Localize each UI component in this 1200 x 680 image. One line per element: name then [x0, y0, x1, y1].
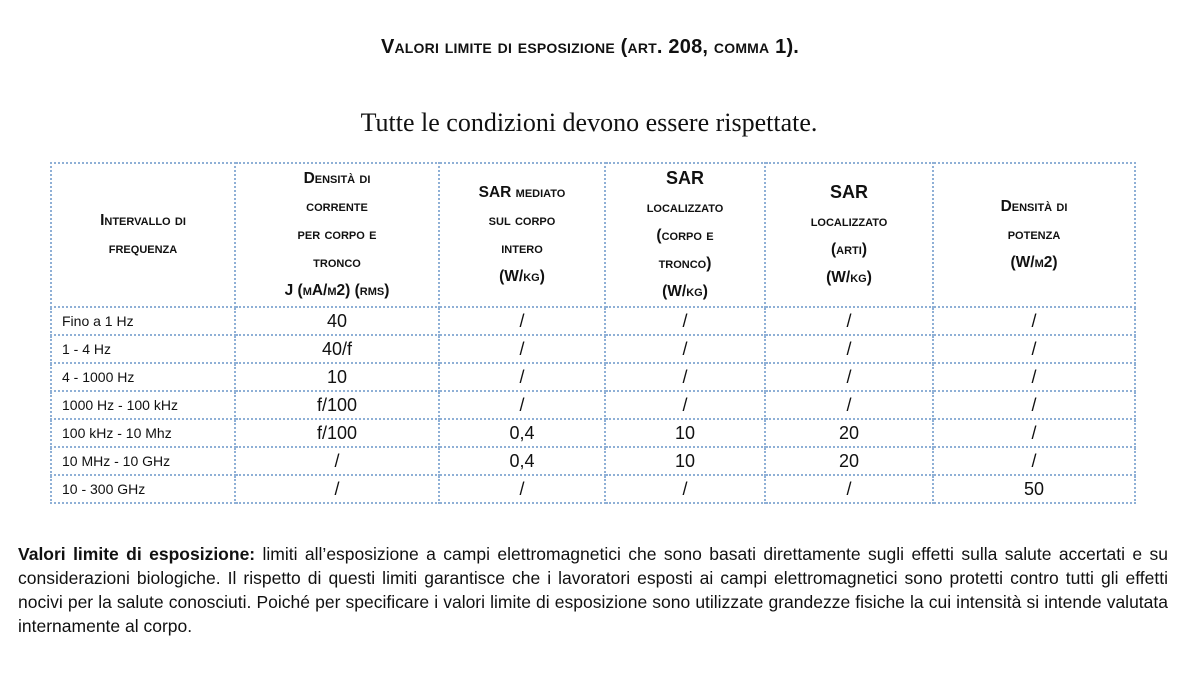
header-line: corrente — [306, 198, 368, 215]
header-frequency — [51, 163, 235, 307]
cell-current-density: / — [235, 447, 439, 475]
header-line: SAR — [829, 182, 868, 202]
cell-sar-local-trunk: 10 — [605, 447, 765, 475]
title-comma-word: comma — [713, 36, 770, 58]
cell-sar-local-trunk: / — [605, 475, 765, 503]
cell-power-density: 50 — [933, 475, 1135, 503]
header-line: (W/m2) — [1010, 254, 1058, 271]
cell-current-density: 40 — [235, 307, 439, 335]
cell-power-density: / — [933, 363, 1135, 391]
cell-sar-local-trunk: / — [605, 391, 765, 419]
cell-sar-local-trunk: 10 — [605, 419, 765, 447]
header-line: localizzato — [810, 213, 888, 230]
header-current-density — [235, 163, 439, 307]
cell-sar-local-trunk: / — [605, 335, 765, 363]
header-sar-local-trunk — [605, 163, 765, 307]
header-line: (arti) — [831, 241, 867, 258]
header-line: J (mA/m2) (rms) — [284, 282, 390, 299]
cell-power-density: / — [933, 391, 1135, 419]
header-line: (W/kg) — [662, 283, 708, 300]
cell-power-density: / — [933, 307, 1135, 335]
cell-power-density: / — [933, 335, 1135, 363]
cell-current-density: 40/f — [235, 335, 439, 363]
header-line: SAR — [665, 168, 704, 188]
cell-current-density: f/100 — [235, 391, 439, 419]
header-line: tronco — [313, 254, 361, 271]
definition-paragraph — [18, 542, 1168, 638]
header-sar-local-limbs — [765, 163, 933, 307]
cell-sar-whole-body: / — [439, 307, 605, 335]
cell-sar-whole-body: 0,4 — [439, 419, 605, 447]
table-row — [51, 475, 1135, 503]
table-row — [51, 447, 1135, 475]
cell-frequency: 10 - 300 GHz — [51, 475, 235, 503]
table-row — [51, 335, 1135, 363]
title-paren-open: ( — [614, 36, 628, 58]
header-line: intero — [501, 240, 543, 257]
cell-frequency: 4 - 1000 Hz — [51, 363, 235, 391]
header-power-density — [933, 163, 1135, 307]
cell-sar-whole-body: / — [439, 363, 605, 391]
title-number: 208, — [662, 36, 714, 58]
definition-text: limiti all’esposizione a campi elettromagnetici che sono basati direttamente sugli effetti sulla salute accertati e su considerazioni biologiche. Il rispetto di questi limiti garantisce che i lavoratori esposti ai campi elettromagnetici sono protetti contro tutti gli effetti nocivi per la salute conosciuti. Poiché per specificare i valori limite di esposizione sono utilizzate grandezze fisiche la cui intensità si intende valutata internamente al corpo. — [18, 544, 1168, 636]
cell-sar-whole-body: / — [439, 335, 605, 363]
cell-frequency: 1 - 4 Hz — [51, 335, 235, 363]
cell-sar-whole-body: / — [439, 475, 605, 503]
header-line: (W/kg) — [499, 268, 545, 285]
table-header — [51, 163, 1135, 307]
cell-current-density: 10 — [235, 363, 439, 391]
title-main: alori limite di esposizione — [394, 36, 615, 58]
cell-sar-local-limbs: 20 — [765, 447, 933, 475]
table-row — [51, 363, 1135, 391]
table-row — [51, 391, 1135, 419]
table-row — [51, 419, 1135, 447]
header-line: localizzato — [646, 199, 724, 216]
header-line: frequenza — [108, 240, 178, 257]
cell-current-density: / — [235, 475, 439, 503]
page-title — [0, 36, 1180, 59]
header-line: Intervallo di — [100, 212, 186, 229]
cell-sar-local-limbs: / — [765, 475, 933, 503]
cell-power-density: / — [933, 419, 1135, 447]
table-row — [51, 307, 1135, 335]
cell-frequency: Fino a 1 Hz — [51, 307, 235, 335]
cell-frequency: 10 MHz - 10 GHz — [51, 447, 235, 475]
header-line: tronco) — [658, 255, 712, 272]
header-line: potenza — [1007, 226, 1061, 243]
cell-sar-local-trunk: / — [605, 307, 765, 335]
cell-frequency: 100 kHz - 10 Mhz — [51, 419, 235, 447]
exposure-limits-table — [50, 162, 1136, 504]
cell-sar-whole-body: 0,4 — [439, 447, 605, 475]
cell-sar-local-trunk: / — [605, 363, 765, 391]
definition-term: Valori limite di esposizione: — [18, 544, 256, 564]
subtitle: Tutte le condizioni devono essere rispettate. — [360, 108, 818, 137]
cell-frequency: 1000 Hz - 100 kHz — [51, 391, 235, 419]
cell-sar-local-limbs: / — [765, 307, 933, 335]
title-end: 1). — [769, 36, 800, 58]
header-sar-whole-body — [439, 163, 605, 307]
header-row — [51, 163, 1135, 307]
header-line: (W/kg) — [826, 269, 872, 286]
header-line: SAR mediato — [478, 184, 566, 201]
header-line: sul corpo — [488, 212, 556, 229]
cell-sar-local-limbs: / — [765, 335, 933, 363]
cell-sar-local-limbs: 20 — [765, 419, 933, 447]
cell-current-density: f/100 — [235, 419, 439, 447]
cell-sar-local-limbs: / — [765, 391, 933, 419]
header-line: Densità di — [303, 170, 371, 187]
header-line: Densità di — [1000, 198, 1068, 215]
cell-sar-local-limbs: / — [765, 363, 933, 391]
header-line: per corpo e — [297, 226, 377, 243]
cell-sar-whole-body: / — [439, 391, 605, 419]
title-initial: V — [380, 36, 395, 58]
header-line: (corpo e — [656, 227, 714, 244]
cell-power-density: / — [933, 447, 1135, 475]
table-body — [51, 307, 1135, 503]
title-art: art. — [627, 36, 663, 58]
